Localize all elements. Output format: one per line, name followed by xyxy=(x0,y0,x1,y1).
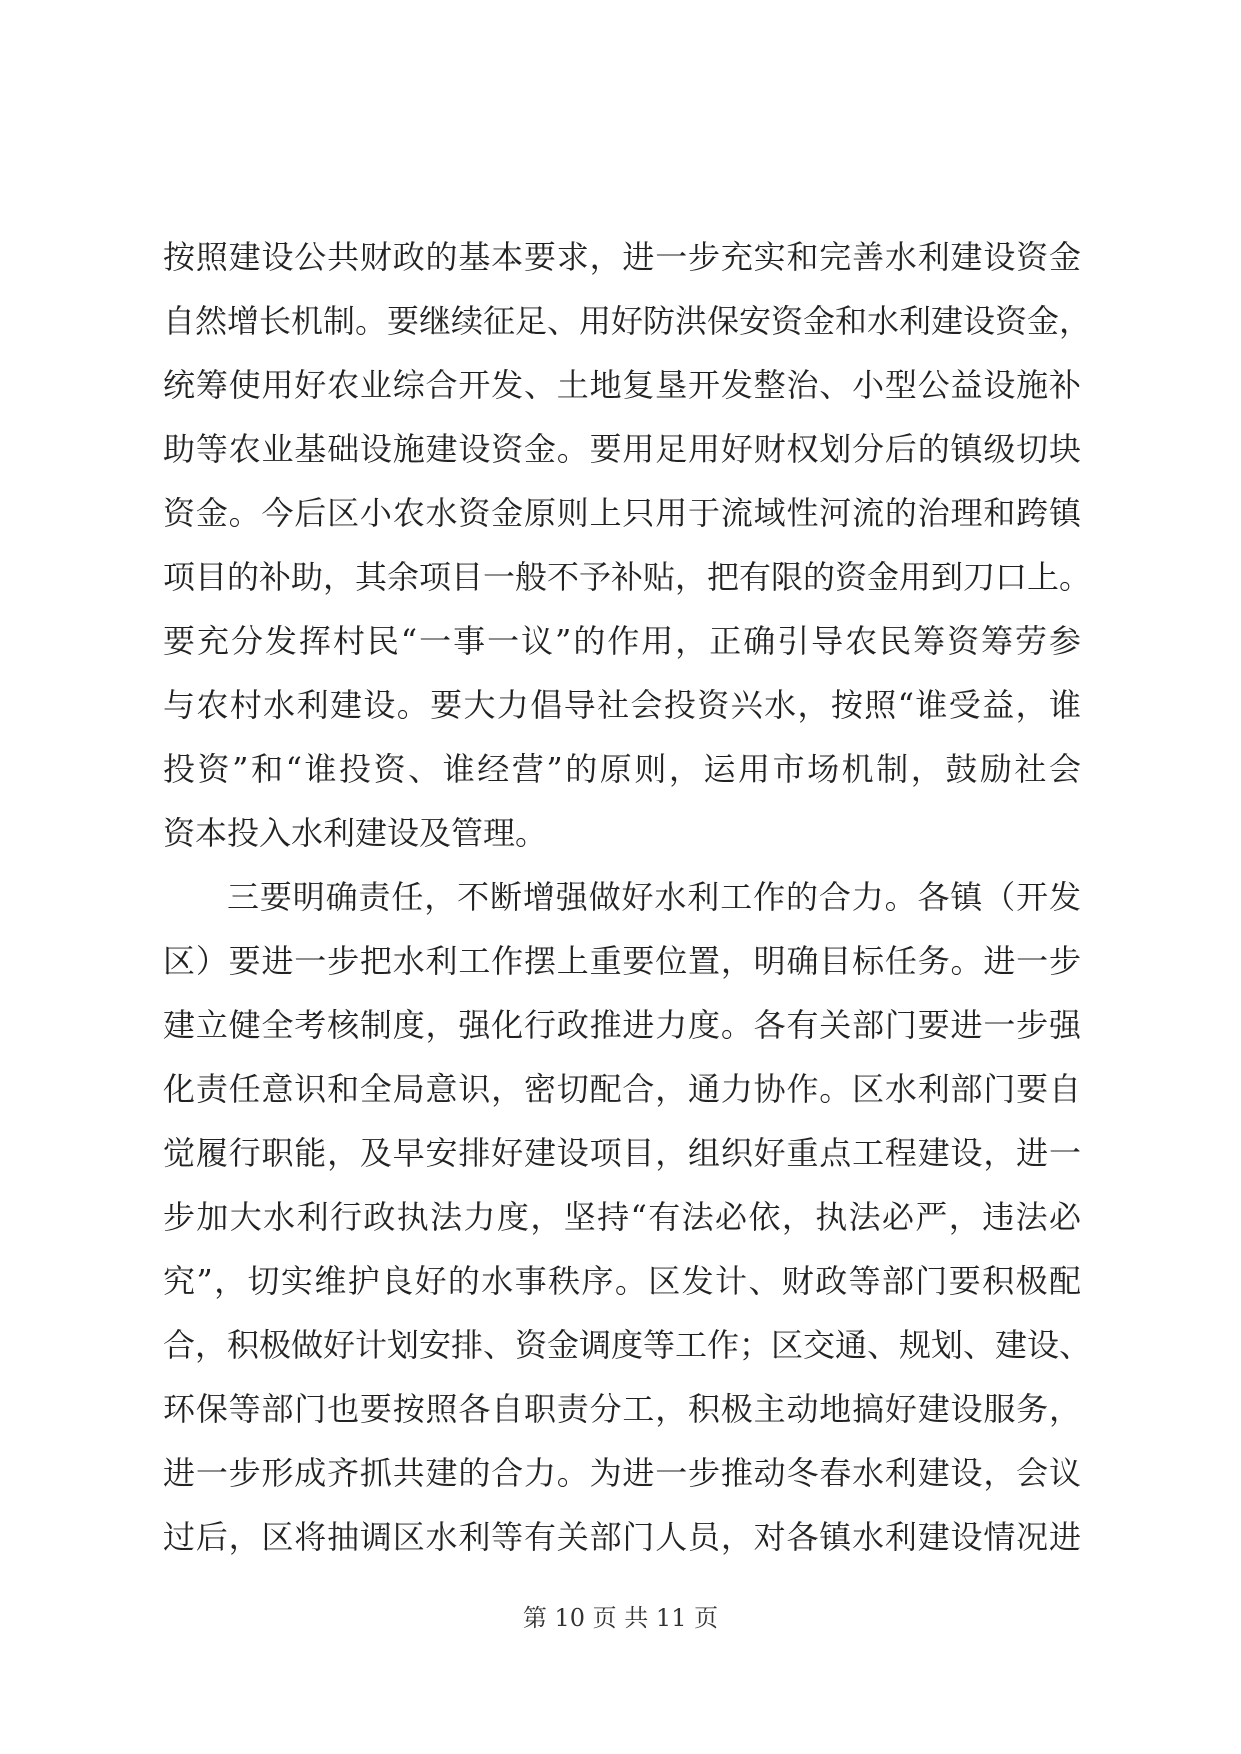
text-line: 区）要进一步把水利工作摆上重要位置，明确目标任务。进一步 xyxy=(163,942,1081,980)
text-line: 建立健全考核制度，强化行政推进力度。各有关部门要进一步强 xyxy=(163,1006,1081,1044)
text-line: 资本投入水利建设及管理。 xyxy=(163,814,548,852)
text-line: 三要明确责任，不断增强做好水利工作的合力。各镇（开发 xyxy=(227,878,1081,916)
text-line: 究”，切实维护良好的水事秩序。区发计、财政等部门要积极配 xyxy=(163,1262,1081,1300)
text-line: 化责任意识和全局意识，密切配合，通力协作。区水利部门要自 xyxy=(163,1070,1081,1108)
text-line: 项目的补助，其余项目一般不予补贴，把有限的资金用到刀口上。 xyxy=(163,558,1092,596)
text-line: 按照建设公共财政的基本要求，进一步充实和完善水利建设资金 xyxy=(163,238,1081,276)
text-line: 觉履行职能，及早安排好建设项目，组织好重点工程建设，进一 xyxy=(163,1134,1081,1172)
text-line: 助等农业基础设施建设资金。要用足用好财权划分后的镇级切块 xyxy=(163,430,1081,468)
text-line: 要充分发挥村民“一事一议”的作用，正确引导农民筹资筹劳参 xyxy=(163,622,1081,660)
text-line: 与农村水利建设。要大力倡导社会投资兴水，按照“谁受益，谁 xyxy=(163,686,1081,724)
text-line: 自然增长机制。要继续征足、用好防洪保安资金和水利建设资金， xyxy=(163,302,1092,340)
body-text xyxy=(163,225,1092,1569)
text-line: 统筹使用好农业综合开发、土地复垦开发整治、小型公益设施补 xyxy=(163,366,1081,404)
text-line: 资金。今后区小农水资金原则上只用于流域性河流的治理和跨镇 xyxy=(163,494,1081,532)
text-line: 过后，区将抽调区水利等有关部门人员，对各镇水利建设情况进 xyxy=(163,1518,1081,1556)
text-line: 合，积极做好计划安排、资金调度等工作；区交通、规划、建设、 xyxy=(163,1326,1092,1364)
text-line: 步加大水利行政执法力度，坚持“有法必依，执法必严，违法必 xyxy=(163,1198,1081,1236)
page-number-footer: 第 10 页 共 11 页 xyxy=(522,1604,719,1632)
text-line: 环保等部门也要按照各自职责分工，积极主动地搞好建设服务， xyxy=(163,1390,1081,1428)
text-line: 投资”和“谁投资、谁经营”的原则，运用市场机制，鼓励社会 xyxy=(163,750,1081,788)
text-line: 进一步形成齐抓共建的合力。为进一步推动冬春水利建设，会议 xyxy=(163,1454,1081,1492)
